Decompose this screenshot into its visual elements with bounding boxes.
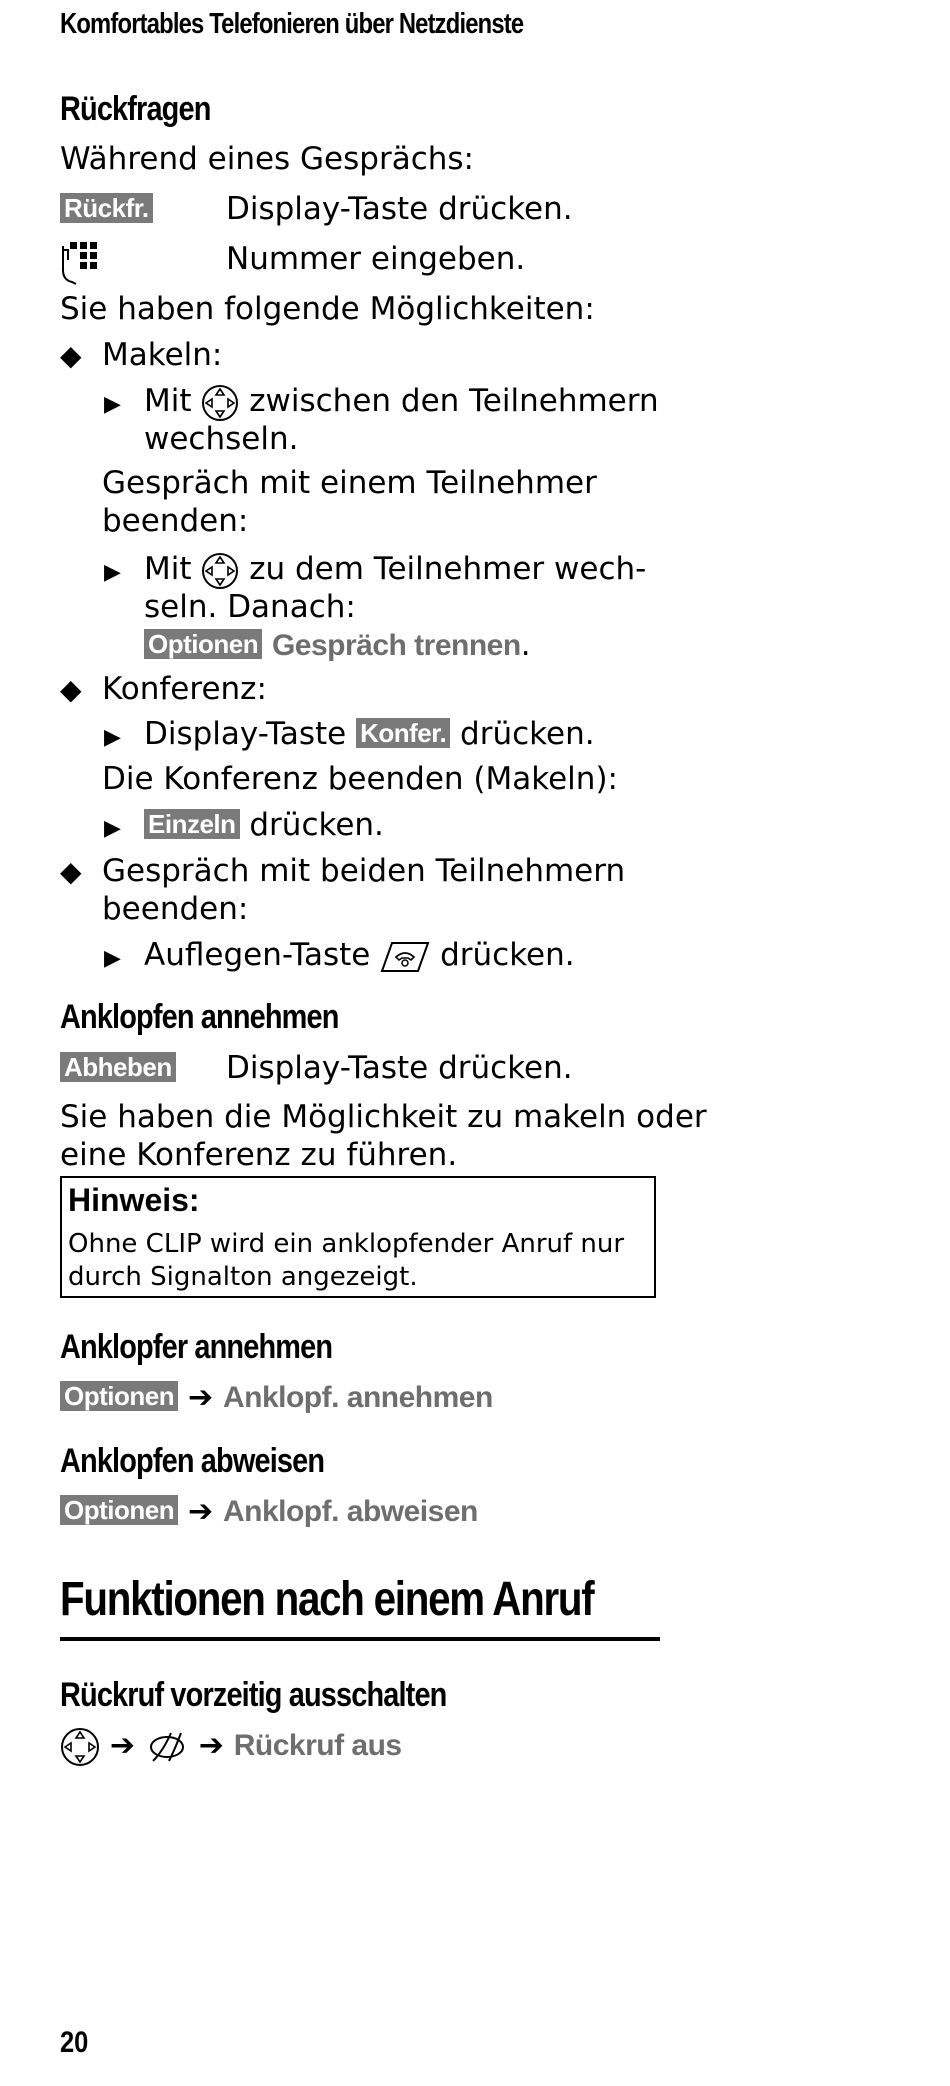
heading-anklopfen-annehmen: Anklopfen annehmen: [60, 998, 339, 1036]
navigation-key-icon: [201, 551, 249, 587]
heading-funktionen: Funktionen nach einem Anruf: [60, 1573, 594, 1626]
navigation-key-icon: [201, 383, 249, 419]
period: .: [520, 627, 531, 663]
arrow-right-icon: ➔: [109, 1728, 135, 1763]
rueckfragen-intro: Während eines Gesprächs:: [60, 141, 474, 177]
makeln-mit-2: Mit: [144, 551, 192, 587]
arrow-right-icon: ➔: [198, 1728, 224, 1763]
heading-rule: [60, 1637, 660, 1641]
makeln-step2: [104, 550, 646, 592]
konfer-softkey[interactable]: Konfer.: [356, 718, 450, 748]
konferenz-text-b: drücken.: [460, 716, 595, 752]
heading-rueckruf: Rückruf vorzeitig ausschalten: [60, 1676, 447, 1714]
heading-anklopfer-annehmen: Anklopfer annehmen: [60, 1328, 333, 1366]
makeln-step1: [104, 382, 659, 424]
anklopfen-desc-b: eine Konferenz zu führen.: [60, 1137, 458, 1173]
arrow-right-icon: ➔: [187, 1380, 214, 1415]
konferenz-text-a: Display-Taste: [144, 716, 347, 752]
anklopfen-desc-a: Sie haben die Möglichkeit zu makeln oder: [60, 1099, 707, 1135]
hinweis-text: [68, 1228, 624, 1294]
abheben-text: Display-Taste drücken.: [226, 1050, 573, 1086]
abheben-step: [60, 1049, 176, 1087]
diamond-bullet-icon: ◆: [60, 855, 82, 888]
makeln-step2-cont: seln. Danach:: [144, 589, 356, 625]
konferenz-end: Die Konferenz beenden (Makeln):: [102, 761, 618, 797]
beenden-label-b: beenden:: [102, 891, 249, 927]
step-arrow-icon: ▶: [104, 392, 121, 417]
makeln-step1-cont: wechseln.: [144, 421, 299, 457]
step-arrow-icon: ▶: [104, 946, 121, 971]
einzeln-softkey[interactable]: Einzeln: [144, 809, 240, 839]
diamond-bullet-icon: ◆: [60, 673, 82, 706]
step-arrow-icon: ▶: [104, 560, 121, 585]
konferenz-einzeln-step: [104, 806, 384, 848]
makeln-text-2b: zu dem Teilnehmer wech-: [249, 551, 647, 587]
hinweis-box: [60, 1176, 656, 1298]
makeln-label: Makeln:: [102, 337, 223, 373]
hinweis-text-b: durch Signalton angezeigt.: [68, 1262, 418, 1292]
hinweis-title: Hinweis:: [68, 1182, 200, 1218]
makeln-end-b: beenden:: [102, 503, 249, 539]
heading-rueckfragen: Rückfragen: [60, 90, 211, 128]
menu-item-anklopf-annehmen[interactable]: Anklopf. annehmen: [222, 1381, 493, 1414]
rueckruf-menu-path: [60, 1726, 402, 1767]
keypad-icon: [60, 240, 104, 288]
bullet-makeln: [60, 336, 222, 375]
hinweis-text-a: Ohne CLIP wird ein anklopfender Anruf nur: [68, 1229, 625, 1259]
makeln-text-b: zwischen den Teilnehmern: [249, 383, 659, 419]
einzeln-text: drücken.: [249, 807, 384, 843]
arrow-right-icon: ➔: [187, 1494, 214, 1529]
rueckfr-softkey[interactable]: Rückfr.: [60, 193, 153, 223]
auflegen-text: Auflegen-Taste: [144, 937, 371, 973]
anklopfer-menu-path: [60, 1378, 493, 1417]
abweisen-menu-path: [60, 1492, 478, 1531]
page-number: 20: [60, 2026, 89, 2059]
beenden-label-a: Gespräch mit beiden Teilnehmern: [102, 853, 626, 889]
optionen-softkey[interactable]: Optionen: [60, 1495, 178, 1525]
menu-item-anklopf-abweisen[interactable]: Anklopf. abweisen: [222, 1495, 478, 1528]
heading-anklopfen-abweisen: Anklopfen abweisen: [60, 1442, 325, 1480]
step-arrow-icon: ▶: [104, 725, 121, 750]
step-number-text: Nummer eingeben.: [226, 241, 526, 277]
abheben-softkey[interactable]: Abheben: [60, 1052, 176, 1082]
navigation-key-icon[interactable]: [60, 1727, 110, 1763]
bullet-beenden: [60, 852, 625, 891]
end-call-key-icon[interactable]: [380, 937, 440, 973]
running-header: Komfortables Telefonieren über Netzdienste: [60, 8, 524, 40]
optionen-softkey[interactable]: Optionen: [144, 629, 262, 659]
network-services-icon[interactable]: [145, 1727, 199, 1763]
beenden-step: [104, 936, 575, 978]
menu-item-rueckruf-aus[interactable]: Rückruf aus: [233, 1729, 402, 1762]
bullet-konferenz: [60, 670, 267, 709]
options-intro: Sie haben folgende Möglichkeiten:: [60, 291, 595, 327]
step-rueckfrage-text: Display-Taste drücken.: [226, 191, 573, 227]
step-rueckfrage: [60, 190, 153, 228]
auflegen-text-b: drücken.: [440, 937, 575, 973]
menu-item-gespraech-trennen[interactable]: Gespräch trennen: [271, 629, 521, 662]
step-arrow-icon: ▶: [104, 816, 121, 841]
diamond-bullet-icon: ◆: [60, 339, 82, 372]
konferenz-label: Konferenz:: [102, 671, 267, 707]
optionen-softkey[interactable]: Optionen: [60, 1381, 178, 1411]
makeln-menu-path: [144, 626, 531, 665]
makeln-mit: Mit: [144, 383, 192, 419]
makeln-end-a: Gespräch mit einem Teilnehmer: [102, 465, 597, 501]
konferenz-step: [104, 715, 595, 757]
